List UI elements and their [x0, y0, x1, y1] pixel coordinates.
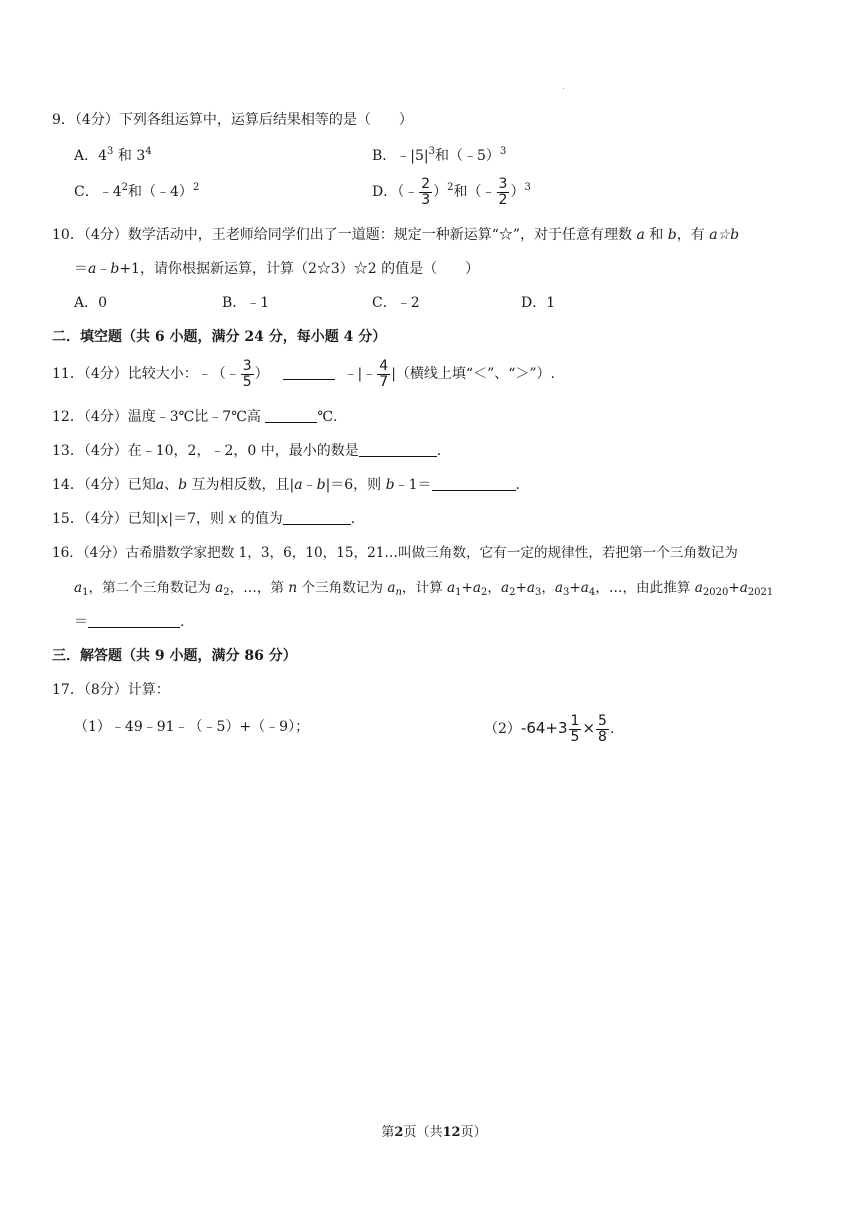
question-16-line-3: [74, 612, 184, 632]
q9-d-open1: （﹣: [397, 184, 419, 200]
q15-mid: |＝7，则: [168, 511, 224, 527]
section-2-heading: 二．填空题（共 6 小题，满分 24 分，每小题 4 分）: [52, 329, 387, 345]
question-14: [52, 475, 520, 495]
q16-sum1-s2: 2: [480, 587, 488, 598]
footer-total-pages: 12: [442, 1125, 461, 1140]
q11-fraction-1: [241, 359, 254, 390]
q9-d-close1: ）: [433, 184, 448, 200]
question-15: [52, 509, 355, 529]
q14-var-a: a: [155, 477, 165, 493]
question-17-stem: 17．（8分）计算：: [52, 682, 170, 698]
q16-a2: a: [215, 580, 224, 596]
q10-text-3: +1，请你根据新运算，计算（2☆3）☆2 的值是（ ）: [119, 261, 480, 277]
q9-a-and: 和: [117, 148, 132, 164]
footer-pre: 第: [381, 1125, 395, 1140]
question-12: [52, 407, 337, 427]
q9-stem-text: 9．（4分）下列各组运算中，运算后结果相等的是（ ）: [52, 112, 413, 128]
q16-sum2-b: a: [526, 580, 535, 596]
q9-option-a: [74, 146, 152, 166]
q16-sum4-b: a: [739, 580, 748, 596]
q9-d-f2-numerator: 3: [498, 175, 508, 192]
q9-b-mid: 和（﹣5）: [435, 148, 500, 164]
q16-answer-blank[interactable]: [88, 613, 180, 628]
q10-eq: ＝: [74, 261, 88, 277]
q9-a-exp2: 4: [145, 146, 152, 157]
q14-var-b2: b: [385, 477, 395, 493]
q16-comma-1: ，: [487, 580, 501, 596]
q17-p2-post: .: [609, 721, 615, 737]
q9-c-label: C．: [74, 184, 99, 200]
q15-pre: 15．（4分）已知|: [52, 511, 161, 527]
q11-pre: 11．（4分）比较大小：﹣（﹣: [52, 366, 240, 382]
q10-option-a: A．0: [74, 295, 108, 311]
footer-mid: 页（共: [403, 1125, 443, 1140]
q16-a1-sub: 1: [82, 587, 89, 598]
q15-var-x2: x: [228, 511, 237, 527]
q16-sum2-s2: 2: [509, 587, 516, 598]
q16-t4: ，计算: [401, 580, 443, 596]
q15-post: .: [350, 511, 356, 527]
q10-eq-minus: ﹣: [96, 261, 111, 277]
q9-option-d: [372, 174, 531, 210]
q16-eq: ＝: [74, 614, 88, 630]
q17-p2-f2-denominator: 8: [598, 728, 607, 745]
q16-sum2-a: a: [500, 580, 510, 596]
q16-sum1-b: a: [472, 580, 481, 596]
q15-var-x: x: [160, 511, 169, 527]
q9-c-exp1: 2: [121, 182, 129, 193]
question-16-line-1: [52, 543, 738, 563]
q14-post: .: [515, 477, 520, 493]
q10-option-b: B．﹣1: [222, 295, 270, 311]
q17-p2-fraction-1: [569, 714, 582, 745]
q16-a1: a: [74, 580, 83, 596]
q9-b-pre: ﹣|5|: [396, 148, 429, 164]
q10-option-c: C．﹣2: [372, 295, 420, 311]
q12-answer-blank[interactable]: [265, 408, 317, 423]
q13-answer-blank[interactable]: [359, 442, 437, 457]
q16-comma-2: ，: [541, 580, 555, 596]
q16-sum1-s1: 1: [455, 587, 462, 598]
q10-and: 和: [649, 227, 664, 243]
q9-d-exp1: 2: [447, 182, 454, 193]
q16-sum4-s2020: 2020: [702, 587, 729, 598]
q16-an-sub: n: [395, 587, 402, 598]
q17-p2-f2-numerator: 5: [598, 712, 607, 729]
q9-c-pre: ﹣4: [98, 184, 122, 200]
q9-a-base1: 4: [98, 148, 108, 164]
q14-answer-blank[interactable]: [432, 476, 516, 491]
footer-post: 页）: [460, 1125, 487, 1140]
q13-pre: 13．（4分）在﹣10，2，﹣2，0 中，最小的数是: [52, 443, 359, 459]
q17-p2-f1-denominator: 5: [570, 728, 580, 745]
q9-d-fraction-1: [419, 177, 432, 208]
q9-d-label: D．: [372, 184, 398, 200]
q11-post: |（横线上填“＜”、“＞”）.: [391, 366, 555, 382]
q15-mid2: 的值为: [236, 511, 283, 527]
footer-page-number: 2: [394, 1125, 404, 1140]
q16-post: .: [180, 614, 185, 630]
q15-answer-blank[interactable]: [283, 510, 351, 525]
q11-answer-blank[interactable]: [283, 365, 335, 380]
q16-sum3-s3: 3: [563, 587, 570, 598]
section-3-heading: 三．解答题（共 9 小题，满分 86 分）: [52, 648, 297, 664]
q13-post: .: [436, 443, 442, 459]
q17-p2-times: ×: [582, 719, 596, 737]
q16-sum4-s2021: 2021: [747, 587, 774, 598]
q14-sep: 、: [164, 477, 179, 493]
q16-t3: 个三角数记为: [301, 580, 383, 596]
q17-p2-label: （2）: [484, 721, 521, 737]
q11-f2-numerator: 4: [379, 357, 389, 374]
q11-mid: ﹣|﹣: [343, 366, 377, 382]
q9-d-close2: ）: [510, 184, 525, 200]
q9-c-exp2: 2: [192, 182, 200, 193]
q16-sum4-plus: +: [728, 580, 740, 596]
q16-sum3-a: a: [554, 580, 564, 596]
q9-a-label: A．: [74, 148, 99, 164]
q17-p2-f1-numerator: 1: [570, 712, 580, 729]
q10-option-d: D．1: [521, 295, 556, 311]
q11-f1-denominator: 5: [242, 373, 252, 390]
q16-sum3-s4: 4: [588, 587, 596, 598]
q16-sum1-plus: +: [461, 580, 473, 596]
question-13: [52, 441, 441, 461]
q9-d-f1-denominator: 3: [421, 191, 431, 208]
q14-mid2: |＝6，则: [325, 477, 382, 493]
q12-pre: 12．（4分）温度﹣3℃比﹣7℃高: [52, 409, 261, 425]
q10-eq-a: a: [88, 261, 97, 277]
q14-abs-op: ﹣: [302, 477, 317, 493]
q9-option-c: [74, 182, 199, 202]
q9-b-label: B．: [372, 148, 397, 164]
q9-d-exp2: 3: [524, 182, 531, 193]
q14-mid3: ﹣1＝: [394, 477, 432, 493]
q11-f2-denominator: 7: [379, 373, 389, 390]
q17-p2-pre: -64+3: [520, 719, 568, 737]
q14-var-b: b: [178, 477, 188, 493]
q16-a2-sub: 2: [223, 587, 230, 598]
question-10-line-1: [52, 225, 739, 245]
question-16-line-2: [74, 578, 773, 598]
page-footer: [0, 1124, 868, 1142]
q16-sum3-plus: +: [569, 580, 581, 596]
q9-option-b: [372, 146, 506, 166]
q16-sum1-a: a: [447, 580, 456, 596]
q9-a-base2: 3: [136, 148, 146, 164]
q10-eq-b: b: [110, 261, 120, 277]
q14-abs-b: b: [316, 477, 326, 493]
q16-sum3-b: a: [580, 580, 589, 596]
q9-d-fraction-2: [497, 177, 510, 208]
q9-d-and: 和（﹣: [453, 184, 496, 200]
q10-var-a: a: [636, 227, 645, 243]
q10-var-b: b: [667, 227, 677, 243]
q16-an: a: [387, 580, 396, 596]
q17-p2-fraction-2: [596, 714, 609, 745]
q16-n: n: [288, 580, 298, 596]
q11-fraction-2: [377, 359, 390, 390]
q17-part-1: （1）﹣49﹣91﹣（﹣5）+（﹣9）；: [74, 719, 310, 735]
q17-part-2: [484, 710, 614, 747]
q9-b-exp1: 3: [428, 146, 436, 157]
question-9-stem: [52, 110, 413, 130]
q9-c-mid: 和（﹣4）: [128, 184, 193, 200]
q16-sum2-s3: 3: [534, 587, 542, 598]
q12-post: ℃.: [317, 409, 338, 425]
q14-mid: 互为相反数，且|: [187, 477, 295, 493]
q10-expr: a☆b: [709, 227, 740, 243]
q10-text-2: ，有: [676, 227, 705, 243]
q14-abs-a: a: [294, 477, 303, 493]
q9-d-f2-denominator: 2: [498, 191, 508, 208]
scan-speck: [563, 88, 564, 89]
q16-line1-text: 16．（4分）古希腊数学家把数 1，3，6，10，15，21…叫做三角数，它有一定的规律性，若把第一个三角数记为: [52, 545, 738, 561]
q14-pre: 14．（4分）已知: [52, 477, 156, 493]
q16-sum4-a: a: [694, 580, 703, 596]
q16-t2: ，…，第: [229, 580, 285, 596]
q16-sum2-plus: +: [515, 580, 527, 596]
q9-b-exp2: 3: [499, 146, 507, 157]
q9-d-f1-numerator: 2: [421, 175, 431, 192]
q9-a-exp1: 3: [107, 146, 114, 157]
q10-text-1: 10．（4分）数学活动中，王老师给同学们出了一道题：规定一种新运算“☆”，对于任意有理数: [52, 227, 633, 243]
q16-t1: ，第二个三角数记为: [88, 580, 211, 596]
question-11: [52, 356, 555, 392]
question-10-line-2: [74, 259, 479, 279]
q11-f1-numerator: 3: [242, 357, 252, 374]
q11-close: ）: [254, 366, 269, 382]
q16-t5: ，…，由此推算: [595, 580, 691, 596]
